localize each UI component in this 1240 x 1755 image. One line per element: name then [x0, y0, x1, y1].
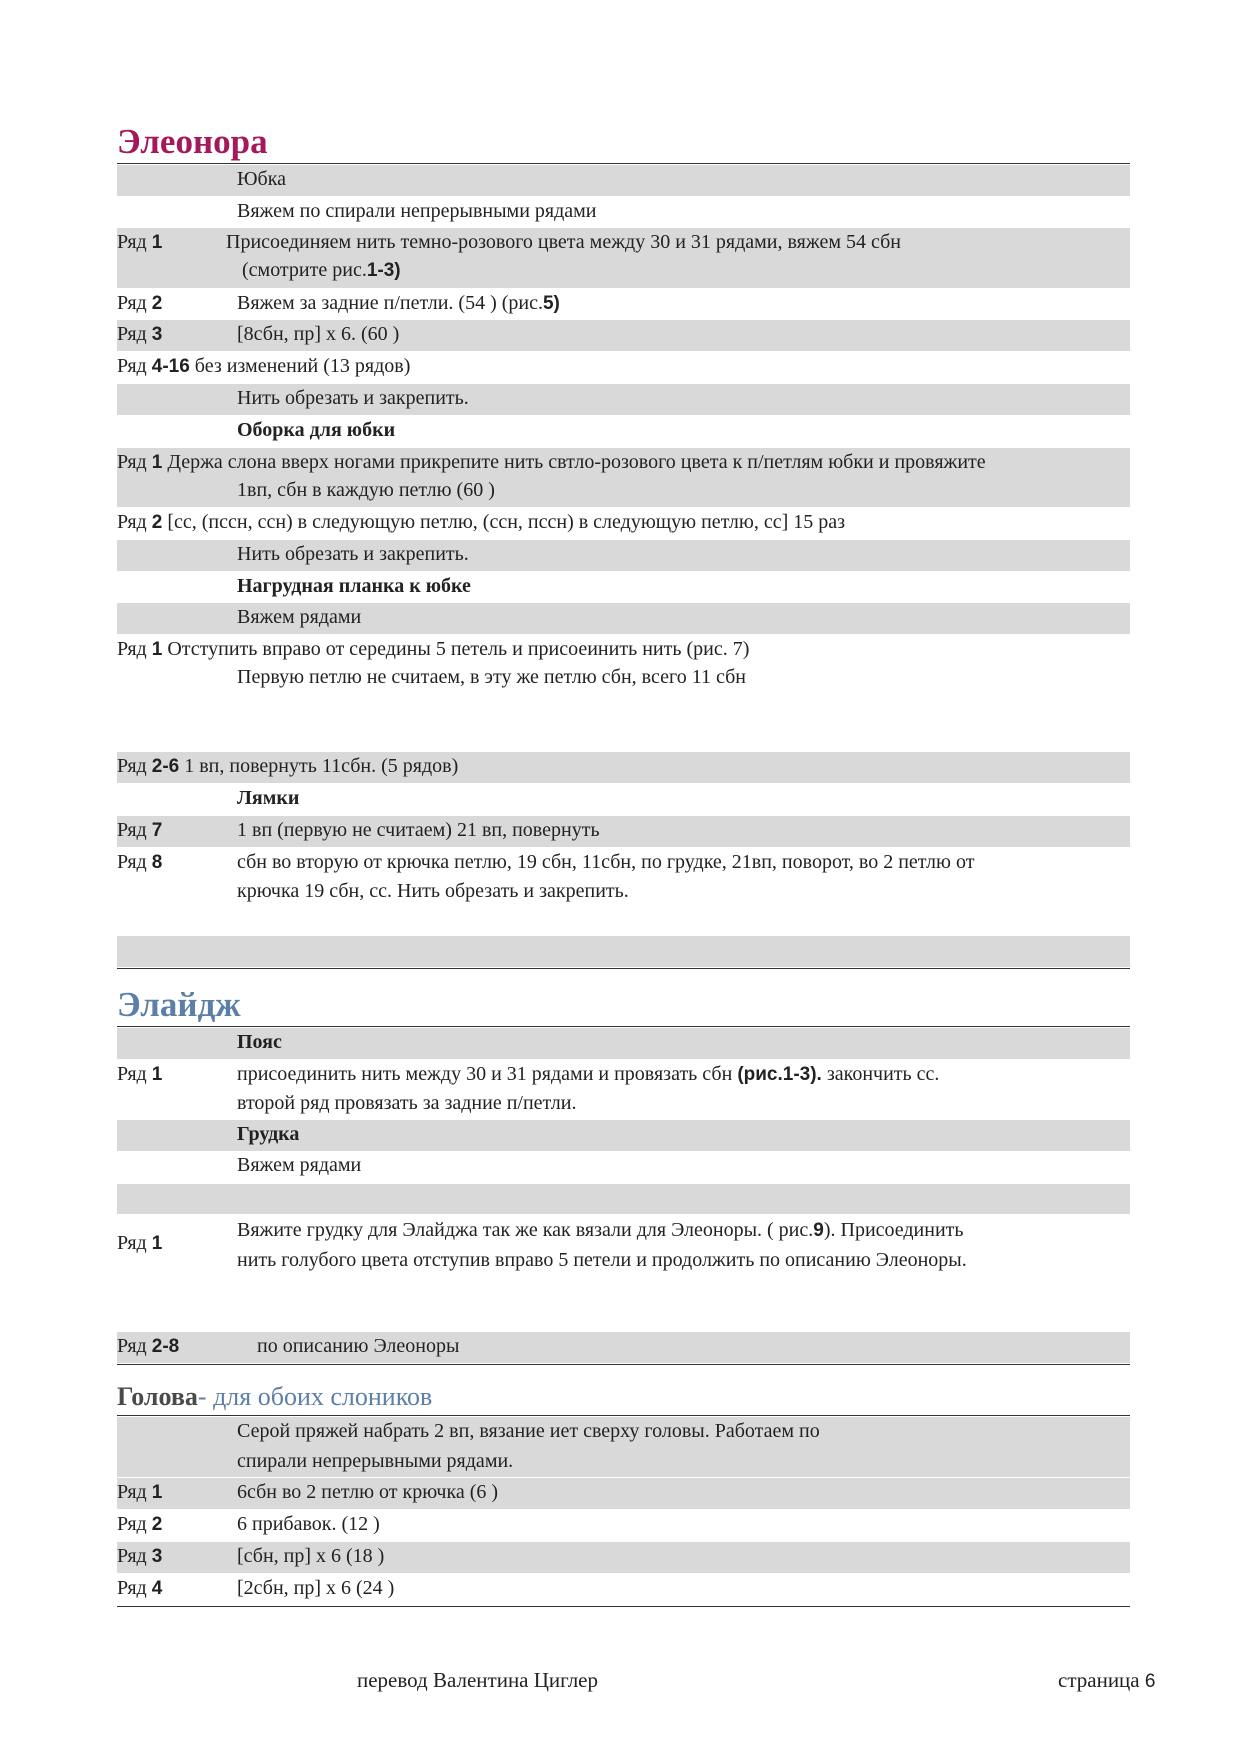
- row-text: 6 прибавок. (12 ): [237, 1513, 380, 1535]
- row-text: Вяжите грудку для Элайджа так же как вязали для Элеоноры. ( рис.9). Присоединить: [237, 1219, 964, 1241]
- belt-heading-row: [117, 1028, 1130, 1059]
- row-label: Ряд 1 Отступить вправо от середины 5 петель и присоеинить нить (рис. 7): [117, 638, 750, 660]
- row-label: Ряд 2 [сс, (пссн, ссн) в следующую петлю, (ссн, пссн) в следующую петлю, сс] 15 раз: [117, 511, 846, 533]
- row-text: [сбн, пр] х 6 (18 ): [237, 1545, 385, 1567]
- skirt-heading: Юбка: [237, 168, 287, 190]
- section-title-elijah: Элайдж: [117, 985, 241, 1024]
- cut-row-1: [117, 384, 1130, 415]
- divider: [117, 968, 1130, 969]
- head-intro-cont: спирали непрерывными рядами.: [237, 1450, 514, 1472]
- row-label: Ряд 1: [117, 1481, 163, 1503]
- cut-text: Нить обрезать и закрепить.: [237, 543, 469, 565]
- bib-intro-row: [117, 603, 1130, 634]
- straps-heading: Лямки: [237, 787, 300, 809]
- cut-text: Нить обрезать и закрепить.: [237, 387, 469, 409]
- row-text-cont: (смотрите рис.1-3): [242, 259, 401, 281]
- chest-row-1: [117, 1216, 1130, 1276]
- row-text-cont: второй ряд провязать за задние п/петли.: [237, 1092, 577, 1114]
- head-row-4: [117, 1574, 1130, 1605]
- frill-heading: Оборка для юбки: [237, 419, 396, 441]
- divider: [117, 163, 1130, 164]
- row-label: Ряд 1: [117, 231, 163, 253]
- chest-intro: Вяжем рядами: [237, 1154, 362, 1176]
- row-text: [8сбн, пр] х 6. (60 ): [237, 323, 400, 345]
- row-label: Ряд 2: [117, 1513, 163, 1535]
- row-label: Ряд 2: [117, 292, 163, 314]
- skirt-row-2: [117, 289, 1130, 320]
- straps-row-7: [117, 816, 1130, 847]
- chest-intro-row: [117, 1151, 1130, 1182]
- row-text: Вяжем за задние п/петли. (54 ) (рис.5): [237, 292, 560, 314]
- bib-row-2-6: [117, 752, 1130, 783]
- section-title-eleonora: Элеонора: [117, 122, 268, 161]
- row-label: Ряд 4: [117, 1577, 163, 1599]
- row-label: Ряд 8: [117, 851, 163, 873]
- row-label: Ряд 4-16 без изменений (13 рядов): [117, 355, 411, 377]
- row-text-cont: 1вп, сбн в каждую петлю (60 ): [237, 479, 495, 501]
- skirt-row-4-16: [117, 352, 1130, 383]
- chest-row-2-8: [117, 1332, 1130, 1363]
- section-title-head: Голова- для обоих слоников: [117, 1382, 433, 1411]
- straps-heading-row: [117, 784, 1130, 815]
- head-row-1: [117, 1478, 1130, 1509]
- row-label: Ряд 7: [117, 819, 163, 841]
- head-row-3: [117, 1542, 1130, 1573]
- row-label: Ряд 3: [117, 1545, 163, 1567]
- row-label: Ряд 2-6 1 вп, повернуть 11сбн. (5 рядов): [117, 755, 459, 777]
- frill-row-2: [117, 508, 1130, 539]
- skirt-row-1: [117, 228, 1130, 288]
- empty-shaded-row: [117, 1184, 1130, 1214]
- head-intro-row: [117, 1417, 1130, 1477]
- bib-intro: Вяжем рядами: [237, 606, 362, 628]
- row-text: [2сбн, пр] х 6 (24 ): [237, 1577, 395, 1599]
- head-row-2: [117, 1510, 1130, 1541]
- row-label: Ряд 3: [117, 323, 163, 345]
- row-text: 6сбн во 2 петлю от крючка (6 ): [237, 1481, 499, 1503]
- row-text-cont: Первую петлю не считаем, в эту же петлю сбн, всего 11 сбн: [237, 666, 746, 688]
- row-label: Ряд 1: [117, 1063, 163, 1085]
- head-intro: Серой пряжей набрать 2 вп, вязание иет сверху головы. Работаем по: [237, 1420, 820, 1442]
- frill-heading-row: [117, 416, 1130, 447]
- row-text: по описанию Элеоноры: [257, 1335, 460, 1357]
- row-label: Ряд 1 Держа слона вверх ногами прикрепите нить свтло-розового цвета к п/петлям юбки и провяжите: [117, 451, 986, 473]
- row-text: 1 вп (первую не считаем) 21 вп, повернуть: [237, 819, 600, 841]
- skirt-intro-row: [117, 197, 1130, 228]
- straps-row-8: [117, 848, 1130, 908]
- belt-row-1: [117, 1060, 1130, 1120]
- row-text: присоединить нить между 30 и 31 рядами и провязать сбн (рис.1-3). закончить сс.: [237, 1063, 940, 1085]
- row-text: сбн во вторую от крючка петлю, 19 сбн, 11сбн, по грудке, 21вп, поворот, во 2 петлю от: [237, 851, 975, 873]
- row-text-cont: крючка 19 сбн, сс. Нить обрезать и закрепить.: [237, 880, 629, 902]
- bib-row-1: [117, 635, 1130, 695]
- footer-page-number: страница 6: [1058, 1668, 1156, 1692]
- row-text: Присоединяем нить темно-розового цвета между 30 и 31 рядами, вяжем 54 сбн: [226, 231, 901, 253]
- skirt-intro: Вяжем по спирали непрерывными рядами: [237, 200, 597, 222]
- divider: [117, 1606, 1130, 1607]
- empty-shaded-row: [117, 936, 1130, 967]
- chest-heading-row: [117, 1120, 1130, 1151]
- bib-heading-row: [117, 572, 1130, 603]
- divider: [117, 1364, 1130, 1365]
- row-label: Ряд 1: [117, 1232, 163, 1254]
- chest-heading: Грудка: [237, 1123, 300, 1145]
- frill-row-1: [117, 448, 1130, 507]
- footer-translator: перевод Валентина Циглер: [357, 1668, 599, 1692]
- row-label: Ряд 2-8: [117, 1335, 180, 1357]
- belt-heading: Пояс: [237, 1031, 282, 1053]
- bib-heading: Нагрудная планка к юбке: [237, 575, 471, 597]
- skirt-row-3: [117, 320, 1130, 351]
- divider: [117, 1026, 1130, 1027]
- row-text-cont: нить голубого цвета отступив вправо 5 петели и продолжить по описанию Элеоноры.: [237, 1249, 967, 1271]
- divider: [117, 1415, 1130, 1416]
- skirt-heading-row: [117, 165, 1130, 196]
- cut-row-2: [117, 540, 1130, 571]
